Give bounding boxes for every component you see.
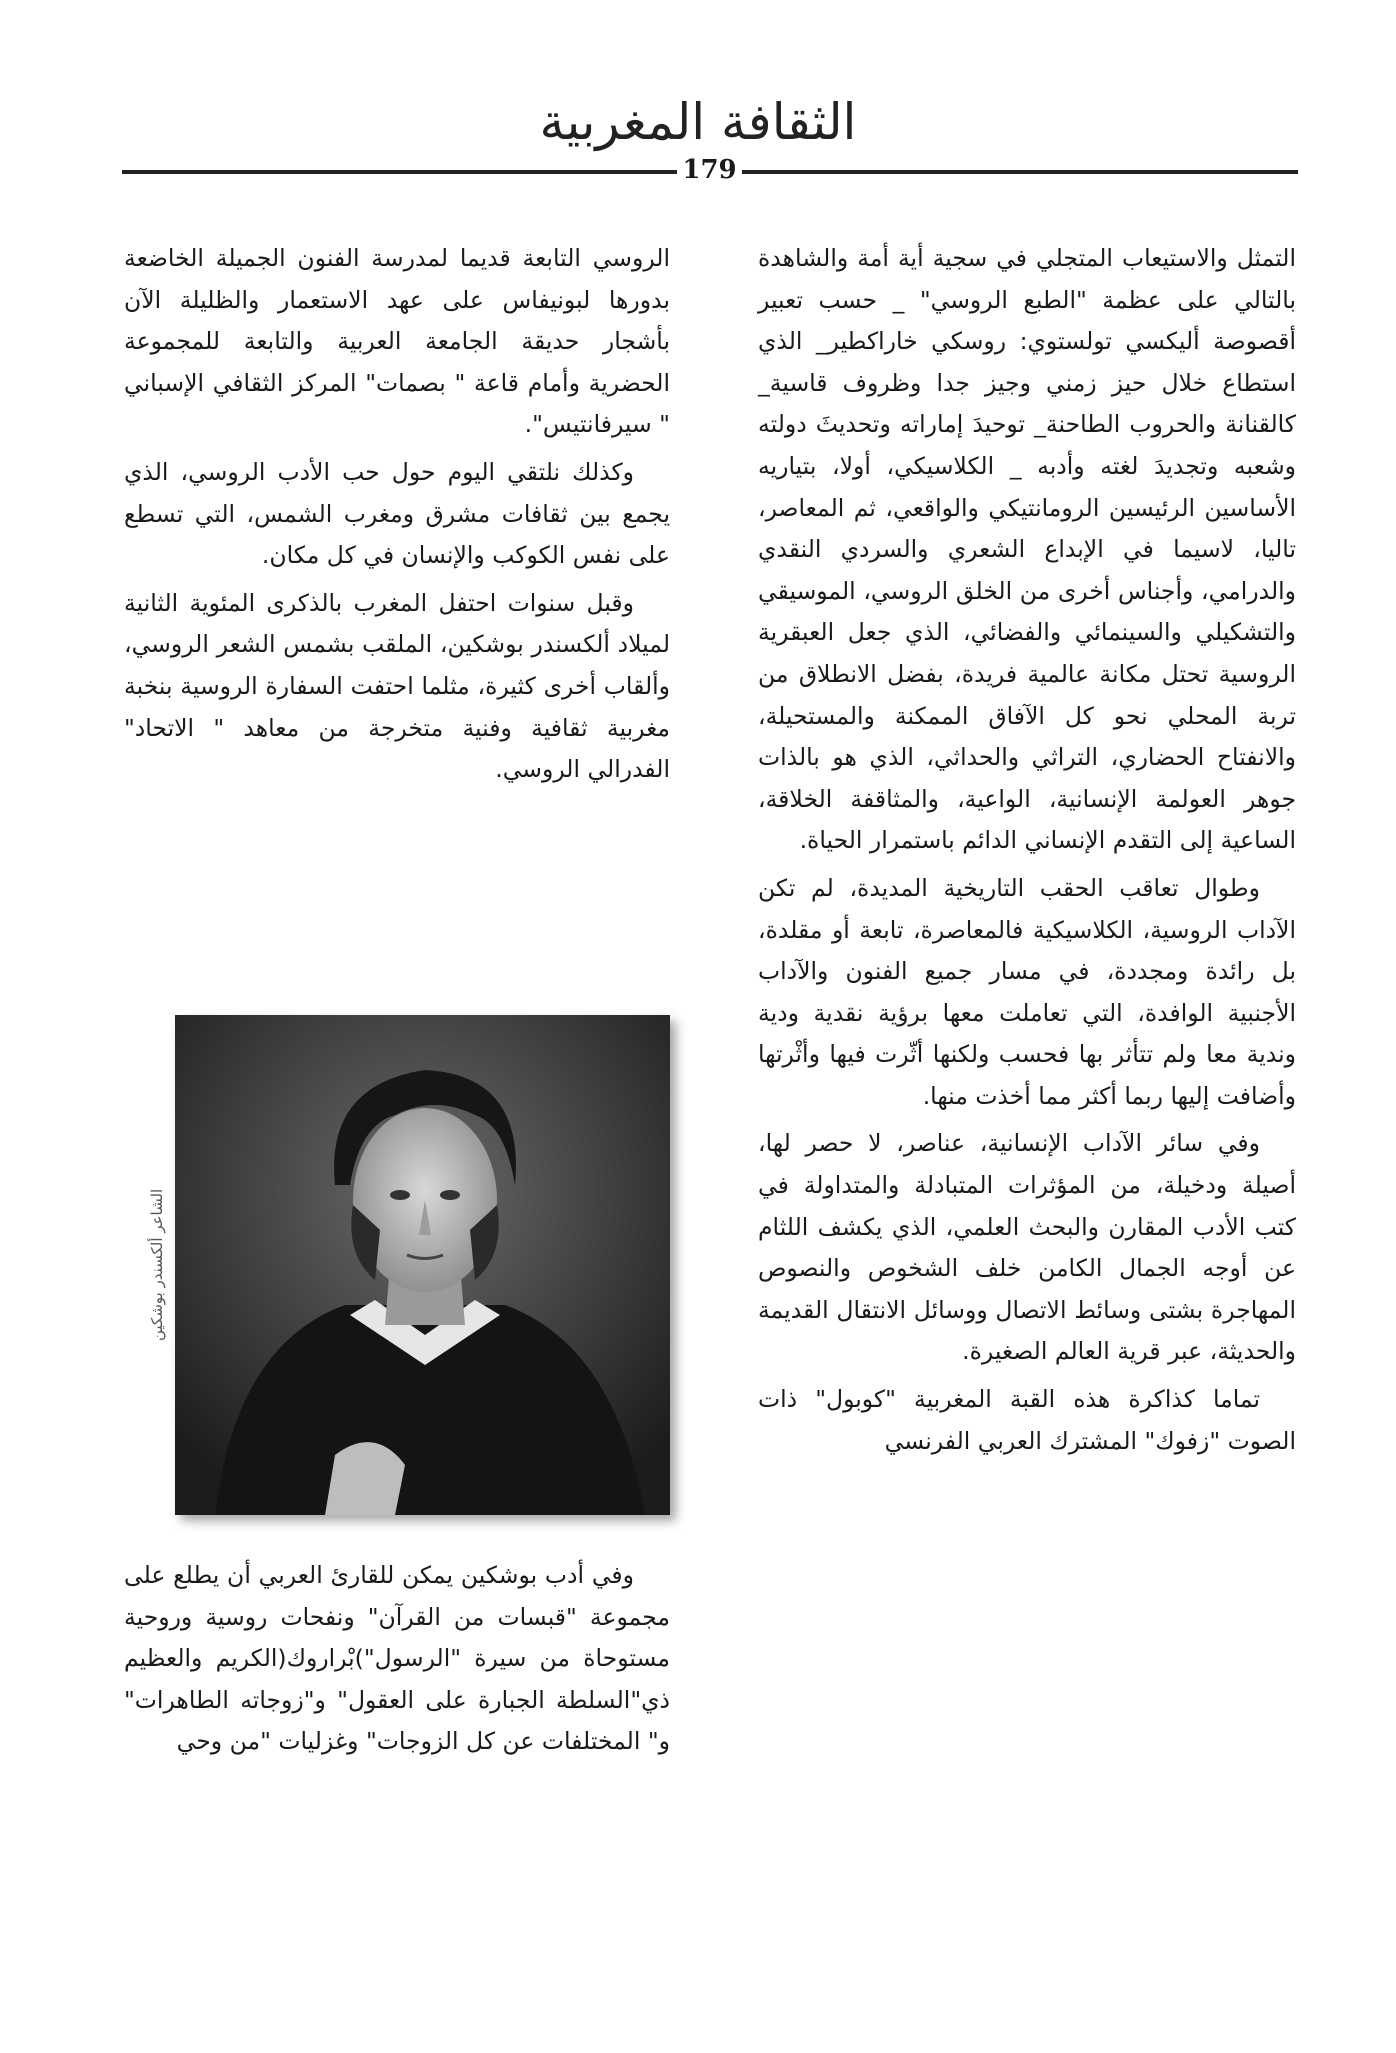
pushkin-portrait-image	[175, 1015, 670, 1515]
header-rule-right	[742, 170, 1298, 174]
paragraph: تماما كذاكرة هذه القبة المغربية "كوبول" ذات الصوت "زفوك" المشترك العربي الفرنسي	[758, 1385, 1296, 1455]
paragraph: وفي أدب بوشكين يمكن للقارئ العربي أن يطلع على مجموعة "قبسات من القرآن" ونفحات روسية وروحية مستوحاة من سيرة "الرسول")بْراروك(الكريم والعظيم ذي"السلطة الجبارة على العقول" و"زوجاته الطاهرات" و" المختلفات عن كل الزوجات" وغزليات "من وحي	[124, 1561, 670, 1756]
page-number: 179	[682, 155, 737, 185]
paragraph: الروسي التابعة قديما لمدرسة الفنون الجميلة الخاضعة بدورها لبونيفاس على عهد الاستعمار والظليلة الآن بأشجار حديقة الجامعة العربية والتابعة للمجموعة الحضرية وأمام قاعة " بصمات" المركز الثقافي الإسباني " سيرفانتيس".	[124, 244, 670, 439]
paragraph: وفي سائر الآداب الإنسانية، عناصر، لا حصر لها، أصيلة ودخيلة، من المؤثرات المتبادلة والمتداولة في كتب الأدب المقارن والبحث العلمي، الذي يكشف اللثام عن أوجه الجمال الكامن خلف الشخوص والنصوص المهاجرة بشتى وسائط الاتصال ووسائل الانتقال القديمة والحديثة، عبر قرية العالم الصغيرة.	[758, 1129, 1296, 1366]
paragraph: وكذلك نلتقي اليوم حول حب الأدب الروسي، الذي يجمع بين ثقافات مشرق ومغرب الشمس، التي تسطع على نفس الكوكب والإنسان في كل مكان.	[124, 457, 670, 570]
paragraph: وقبل سنوات احتفل المغرب بالذكرى المئوية الثانية لميلاد ألكسندر بوشكين، الملقب بشمس الشعر الروسي، وألقاب أخرى كثيرة، مثلما احتفت السفارة الروسية بنخبة مغربية ثقافية وفنية متخرجة من معاهد " الاتحاد" الفدرالي الروسي.	[124, 588, 670, 784]
right-column	[758, 238, 1296, 1468]
portrait-caption: الشاعر ألكسندر بوشكين	[148, 1188, 166, 1342]
left-column-top	[124, 238, 670, 797]
magazine-title: الثقافة المغربية	[539, 93, 857, 151]
paragraph: التمثل والاستيعاب المتجلي في سجية أية أمة والشاهدة بالتالي على عظمة "الطبع الروسي" _ حسب تعبير أقصوصة أليكسي تولستوي: روسكي خاراكطير_ الذي استطاع خلال حيز زمني وجيز جدا وظروف قاسية_ كالقنانة والحروب الطاحنة_ توحيدَ إماراته وتحديثَ دولته وشعبه وتجديدَ لغته وأدبه _ الكلاسيكي، أولا، بتياريه الأساسين الرئيسين الرومانتيكي والواقعي، ثم المعاصر، تاليا، لاسيما في الإبداع الشعري والسردي النقدي والدرامي، وأجناس أخرى من الخلق الروسي، الموسيقي والتشكيلي والسينمائي والفضائي، الذي جعل العبقرية الروسية تحتل مكانة عالمية فريدة، بفضل الانطلاق من تربة المحلي نحو كل الآفاق الممكنة والمستحيلة، والانفتاح الحضاري، التراثي والحداثي، الذي هو بالذات جوهر العولمة الإنسانية، الواعية، والمثاقفة الخلاقة، الساعية إلى التقدم الإنساني الدائم باستمرار الحياة.	[758, 244, 1296, 855]
header-rule-left	[122, 170, 677, 174]
paragraph: وطوال تعاقب الحقب التاريخية المديدة، لم تكن الآداب الروسية، الكلاسيكية فالمعاصرة، تابعة أو مقلدة، بل رائدة ومجددة، في مسار جميع الفنون والآداب الأجنبية الوافدة، التي تعاملت معها برؤية نقدية ودية وندية معا ولم تتأثر بها فحسب ولكنها أثّرت فيها وأثْرتها وأضافت إليها ربما أكثر مما أخذت منها.	[758, 873, 1296, 1110]
left-column-bottom	[124, 1555, 670, 1769]
